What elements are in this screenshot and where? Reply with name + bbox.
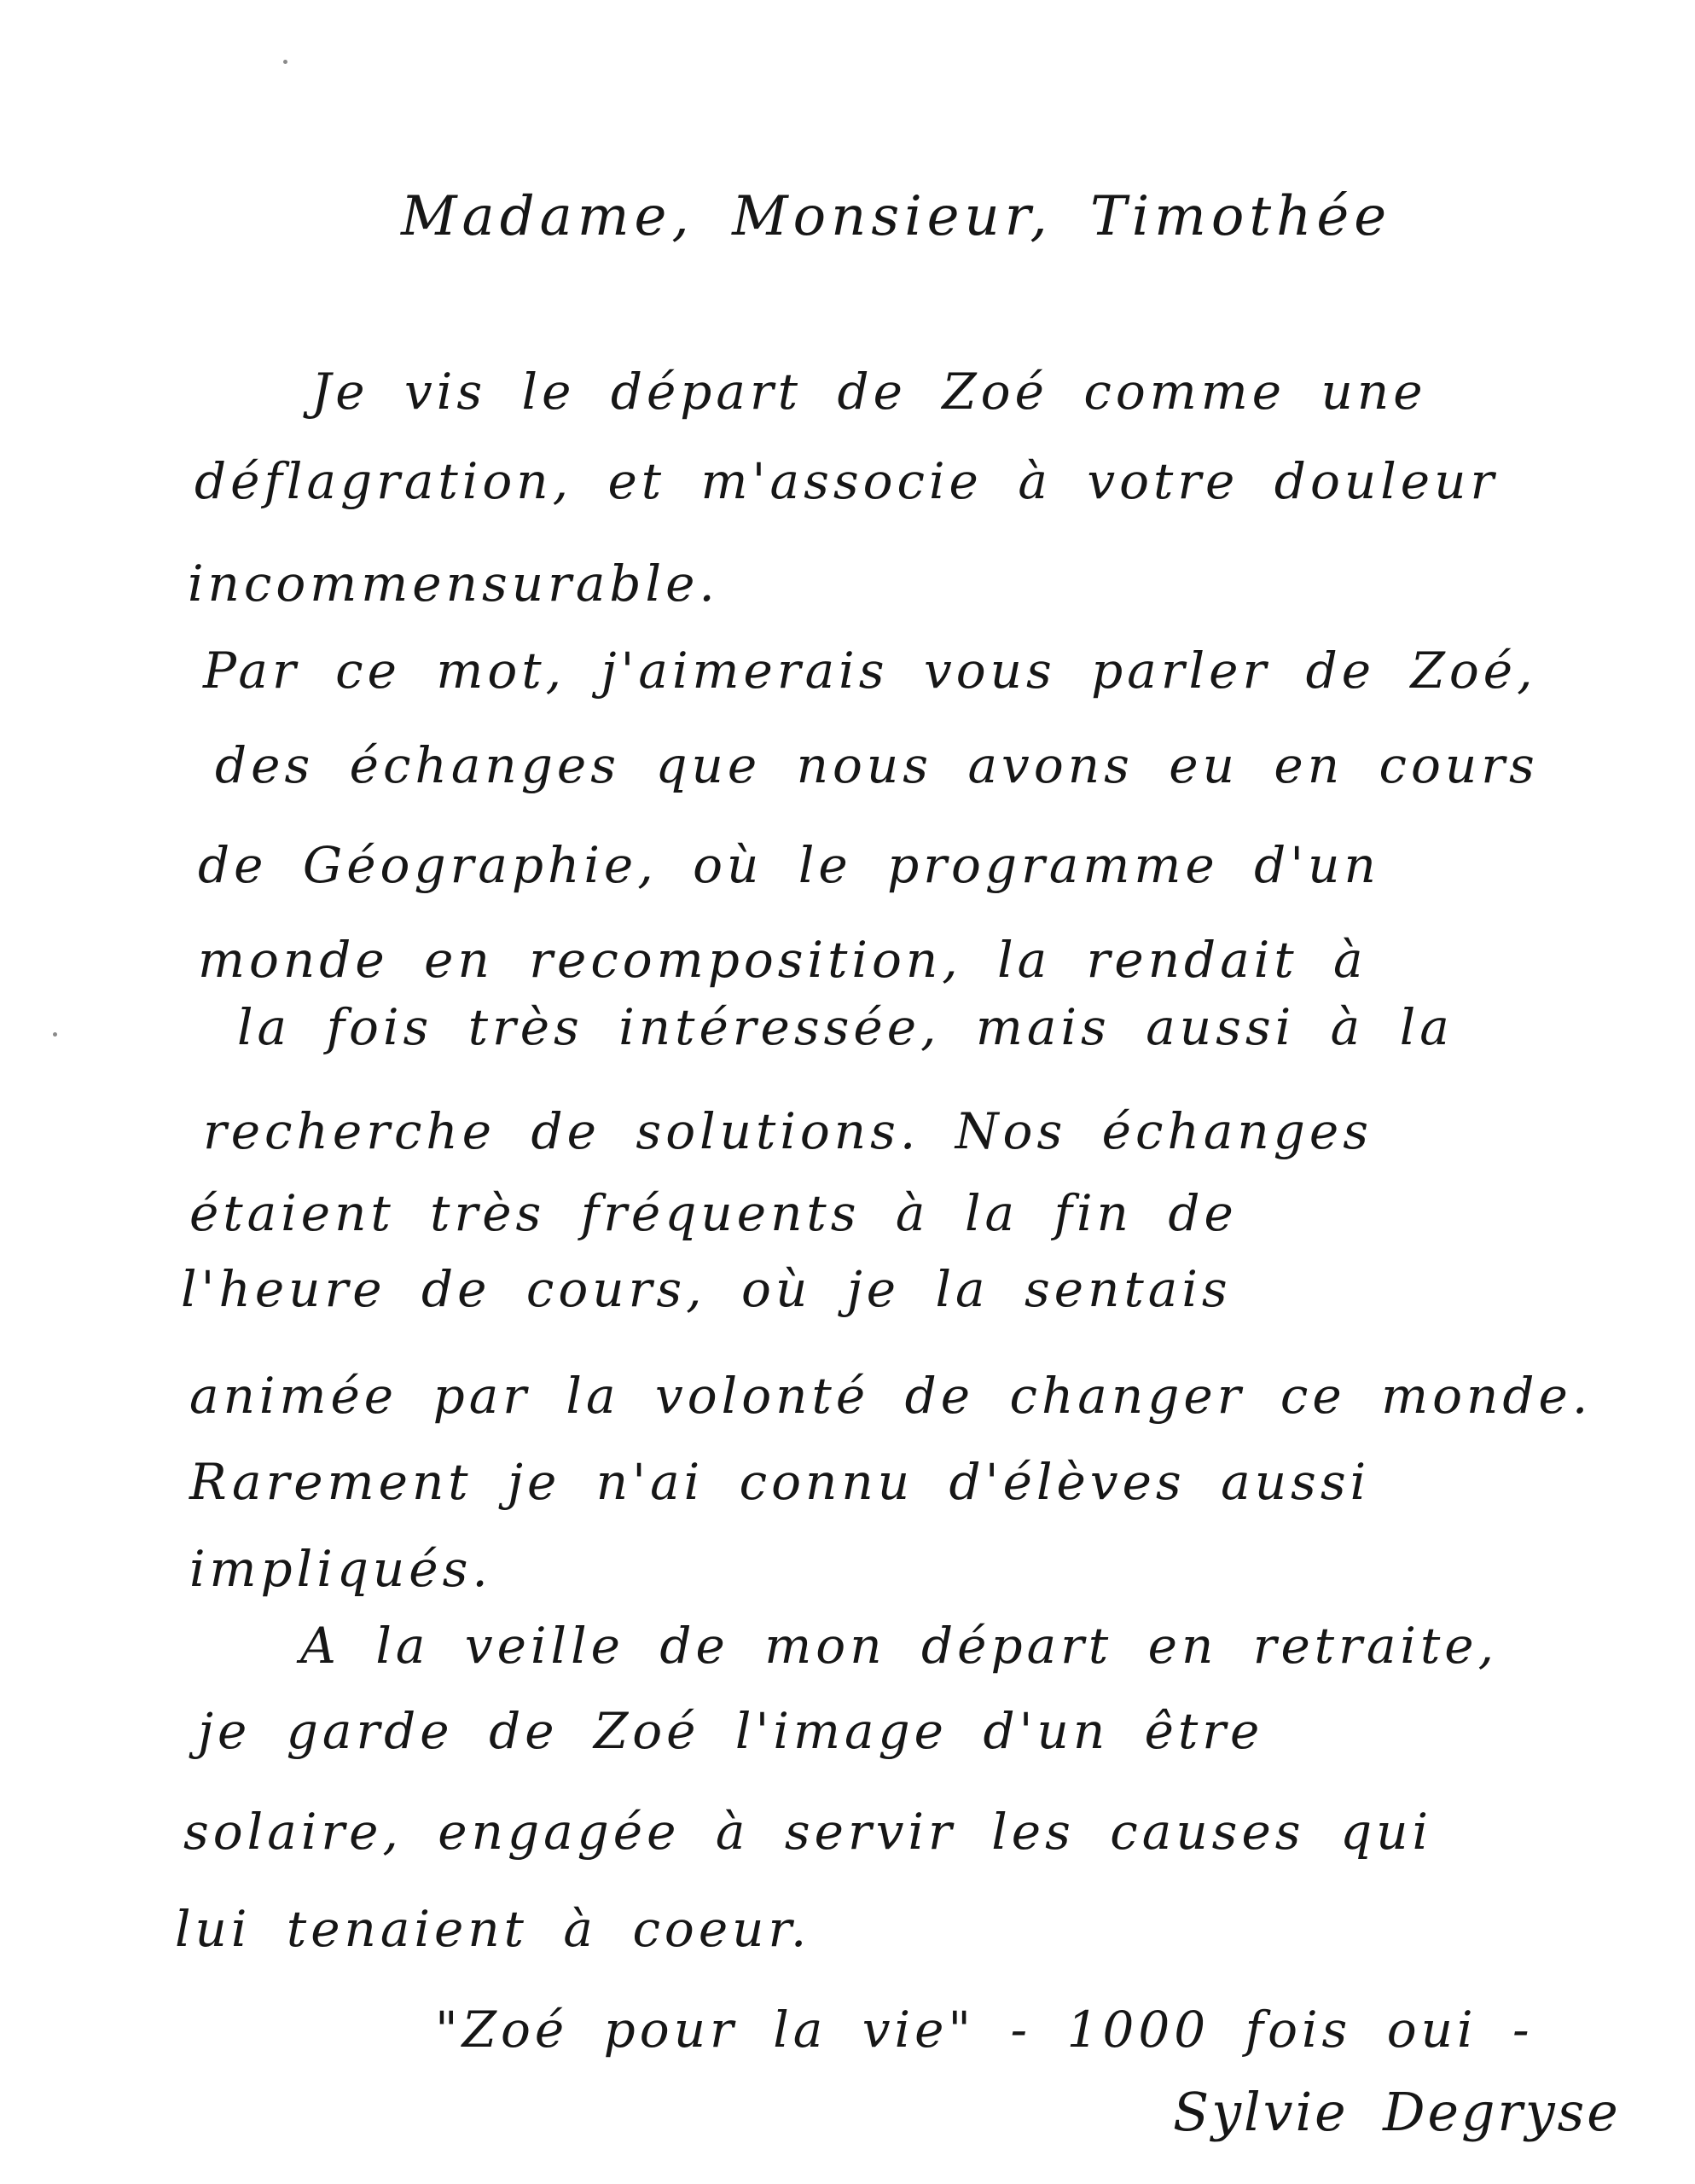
letter-line: je garde de Zoé l'image d'un être [198, 1702, 1264, 1760]
letter-line: recherche de solutions. Nos échanges [203, 1102, 1373, 1160]
letter-salutation: Madame, Monsieur, Timothée [401, 185, 1392, 248]
letter-line: déflagration, et m'associe à votre douleur [194, 452, 1499, 510]
letter-line: A la veille de mon départ en retraite, [300, 1617, 1499, 1675]
letter-line: Rarement je n'ai connu d'élèves aussi [189, 1453, 1371, 1511]
letter-line: incommensurable. [188, 555, 719, 613]
letter-line: de Géographie, où le programme d'un [198, 836, 1380, 894]
letter-line: impliqués. [189, 1540, 492, 1598]
letter-line: solaire, engagée à servir les causes qui [183, 1803, 1433, 1861]
letter-line: Par ce mot, j'aimerais vous parler de Zoé, [203, 642, 1537, 700]
letter-line: animée par la volonté de changer ce monde. [189, 1367, 1593, 1425]
letter-line: "Zoé pour la vie" - 1000 fois oui - [435, 2001, 1534, 2059]
letter-line: Je vis le départ de Zoé comme une [311, 363, 1427, 421]
letter-line: des échanges que nous avons eu en cours [215, 736, 1539, 794]
letter-line: la fois très intéressée, mais aussi à la [237, 998, 1454, 1056]
letter-signature: Sylvie Degryse [1173, 2081, 1621, 2143]
letter-line: étaient très fréquents à la fin de [189, 1184, 1238, 1242]
letter-line: l'heure de cours, où je la sentais [181, 1260, 1232, 1318]
letter-line: monde en recomposition, la rendait à [198, 931, 1367, 989]
letter-line: lui tenaient à coeur. [175, 1900, 811, 1958]
